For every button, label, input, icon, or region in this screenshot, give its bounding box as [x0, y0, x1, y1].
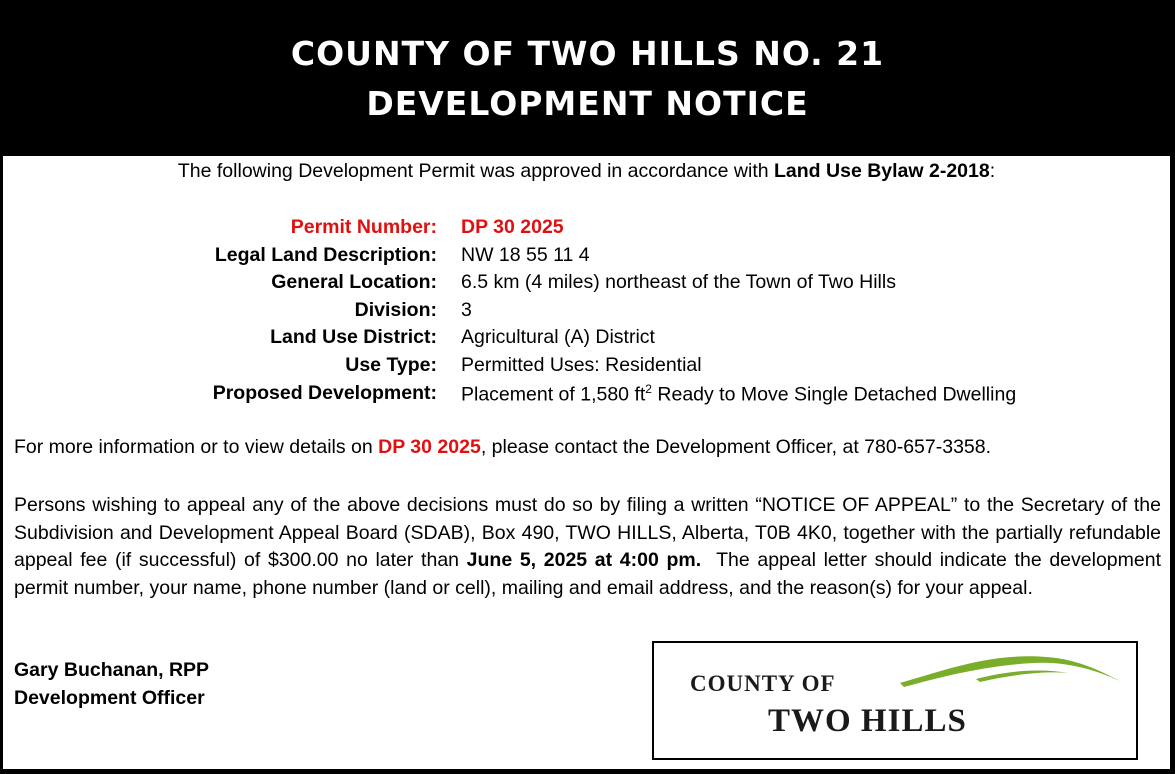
county-logo-graphic	[654, 643, 1136, 758]
intro-statement	[3, 160, 1170, 183]
logo-line1: COUNTY OF	[690, 671, 836, 696]
signatory-title: Development Officer	[14, 687, 205, 709]
land-use-district-row	[3, 326, 1170, 354]
header-county-title: COUNTY OF TWO HILLS NO. 21	[290, 34, 885, 73]
contact-paragraph	[14, 436, 991, 459]
contact-permit-number: DP 30 2025	[378, 436, 481, 458]
legal-description-row	[3, 244, 1170, 272]
header-notice-title: DEVELOPMENT NOTICE	[366, 84, 809, 123]
use-type-label: Use Type:	[345, 353, 437, 376]
contact-text: For more information or to view details on	[14, 436, 379, 458]
logo-line2: TWO HILLS	[768, 703, 967, 739]
land-use-district-value: Agricultural (A) District	[461, 326, 655, 349]
proposed-text-suffix: Ready to Move Single Detached Dwelling	[651, 383, 1017, 406]
general-location-label: General Location:	[271, 271, 437, 294]
proposed-development-row	[3, 382, 1170, 410]
bylaw-reference: Land Use Bylaw 2-2018	[774, 160, 990, 182]
permit-number-label: Permit Number:	[290, 216, 437, 238]
intro-suffix: :	[989, 160, 996, 182]
permit-number-row	[3, 216, 1170, 244]
proposed-development-label: Proposed Development:	[212, 381, 437, 404]
intro-text: The following Development Permit was approved in accordance with	[177, 160, 775, 182]
proposed-development-value	[461, 382, 1016, 407]
signature-block	[14, 656, 209, 712]
contact-text-suffix: , please contact the Development Officer, at 780-657-3358.	[480, 436, 992, 458]
legal-description-label: Legal Land Description:	[214, 243, 437, 266]
land-use-district-label: Land Use District:	[270, 326, 437, 349]
squared-superscript: 2	[645, 381, 652, 396]
permit-number-value: DP 30 2025	[461, 216, 564, 238]
appeal-paragraph	[14, 492, 1167, 602]
proposed-text: Placement of 1,580 ft	[461, 383, 646, 406]
logo-hill-swoosh-upper	[900, 656, 1120, 687]
appeal-text-suffix: The appeal letter should indicate the development permit number, your name, phone number (land or cell), mailing and email address, and the reason(s) for your appeal.	[14, 549, 1167, 599]
notice-header	[0, 0, 1175, 156]
signatory-name: Gary Buchanan, RPP	[14, 659, 210, 681]
county-logo	[652, 641, 1138, 760]
permit-details	[3, 216, 1170, 409]
legal-description-value: NW 18 55 11 4	[461, 243, 590, 266]
general-location-row	[3, 271, 1170, 299]
use-type-value: Permitted Uses: Residential	[461, 353, 702, 376]
general-location-value: 6.5 km (4 miles) northeast of the Town of Two Hills	[461, 271, 896, 294]
division-row	[3, 299, 1170, 327]
logo-hill-swoosh-lower	[976, 671, 1068, 682]
use-type-row	[3, 354, 1170, 382]
division-label: Division:	[354, 298, 437, 321]
appeal-text: Persons wishing to appeal any of the above decisions must do so by filing a written “NOTICE OF APPEAL” to the Secretary of the Subdivision and Development Appeal Board (SDAB), Box 490, TWO HILLS, Alberta, T0B 4K0, together with the partially refundable appeal fee (if successful) of $300.00 no later than	[14, 494, 1161, 572]
notice-body	[3, 156, 1170, 769]
division-value: 3	[461, 298, 472, 321]
appeal-deadline: June 5, 2025 at 4:00 pm.	[466, 549, 702, 572]
